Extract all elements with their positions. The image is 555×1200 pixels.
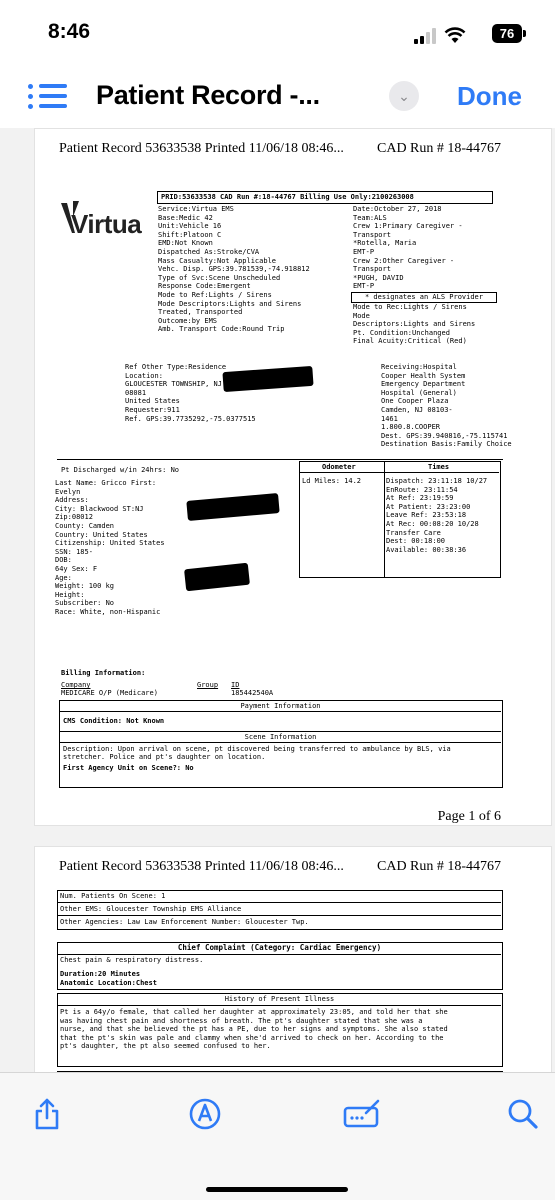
scene-agencies-box (57, 890, 503, 930)
cms-condition: CMS Condition: Not Known (63, 717, 165, 725)
pdf-page-2 (34, 846, 552, 1086)
share-icon[interactable] (30, 1097, 64, 1131)
hpi-text: Pt is a 64y/o female, that called her daughter at approximately 23:05, and told her that she was having chest pain and shortness of breath. The pt's daughter stated that she was a nurse, and that she believed the pt has a PE, due to her signs and symptoms. She also stated that the pt's skin was pale and clammy when she'd arrived to check on her. According to the pt's daughter, the pt also seemed confused to her. (60, 1008, 448, 1051)
done-button[interactable]: Done (457, 81, 522, 111)
scene-description-1: Description: Upon arrival on scene, pt discovered being transferred to ambulance by BLS, via (63, 745, 451, 753)
pdf-page-1 (34, 128, 552, 826)
search-icon[interactable] (506, 1097, 540, 1131)
times-label: Times (428, 463, 450, 471)
bottom-toolbar (0, 1072, 555, 1200)
home-indicator (206, 1187, 348, 1192)
payment-scene-box (59, 700, 503, 788)
duration: Duration:20 Minutes (60, 970, 141, 978)
logo-text: Virtua (71, 209, 142, 239)
form-fill-icon[interactable] (342, 1097, 382, 1131)
cellular-signal-icon (414, 28, 436, 44)
times-list: Dispatch: 23:11:18 10/27 EnRoute: 23:11:54 At Ref: 23:19:59 At Patient: 23:23:00 Leave Ref: 23:53:18 At Rec: 00:08:20 10/28 Transfer Care Dest: 00:18:00 Available: 00:38:36 (386, 477, 488, 554)
hpi-title: History of Present Illness (224, 995, 335, 1003)
loaded-miles: Ld Miles: 14.2 (302, 477, 362, 485)
document-viewer[interactable] (0, 128, 555, 1072)
als-provider-note: * designates an ALS Provider (351, 292, 497, 303)
scene-description-2: stretcher. Police and pt's daughter on location. (63, 753, 266, 761)
times-box (299, 461, 501, 578)
document-title[interactable]: Patient Record -... (96, 80, 320, 110)
status-bar (0, 0, 555, 62)
first-agency-unit: First Agency Unit on Scene?: No (63, 764, 194, 772)
list-icon[interactable] (28, 82, 68, 110)
odometer-label: Odometer (322, 463, 356, 471)
status-time: 8:46 (48, 20, 91, 43)
discharge-status: Pt Discharged w/in 24hrs: No (61, 466, 180, 474)
page-footer: Page 1 of 6 (437, 809, 501, 824)
transport-mode-details: Mode to Rec:Lights / Sirens Mode Descriptors:Lights and Sirens Pt. Condition:Unchanged Final Acuity:Critical (Red) (353, 303, 476, 346)
billing-col-company: Company (61, 681, 91, 689)
page-header-right: CAD Run # 18-44767 (377, 141, 502, 156)
battery-icon: 76 (492, 24, 522, 43)
page-header-right: CAD Run # 18-44767 (377, 859, 502, 874)
chief-complaint-box (57, 942, 503, 990)
prid-box: PRID:53633538 CAD Run #:18-44767 Billing Use Only:2100263008 (157, 191, 493, 204)
patient-demographics: Last Name: Gricco First: Evelyn Address: City: Blackwood ST:NJ Zip:08012 County: Camden Country: United States Citizenship: United States SSN: 185- DOB: 64y Sex: F Age: Weight: 100 kg Height: Subscriber: No Race: White, non-Hispanic (55, 479, 165, 616)
chief-complaint-text: Chest pain & respiratory distress. (60, 956, 204, 964)
history-present-illness-box (57, 993, 503, 1067)
navigation-bar (0, 62, 555, 128)
num-patients: Num. Patients On Scene: 1 (60, 892, 166, 900)
billing-label: Billing Information: (61, 669, 146, 677)
receiving-facility: Receiving:Hospital Cooper Health System Emergency Department Hospital (General) One Cooper Plaza Camden, NJ 08103- 1461 1.800.8.COOPER Dest. GPS:39.940816,-75.115741 Destination Basis:Family Choice (381, 363, 512, 449)
billing-col-id: ID (231, 681, 240, 689)
chief-complaint-title: Chief Complaint (Category: Cardiac Emergency) (177, 943, 382, 952)
virtua-logo (59, 199, 161, 239)
markup-icon[interactable] (188, 1097, 222, 1131)
section-divider (57, 459, 503, 460)
page-header-left: Patient Record 53633538 Printed 11/06/18 08:46... (59, 141, 344, 156)
payment-info-title: Payment Information (240, 702, 321, 710)
redacted-dob (184, 563, 250, 592)
crew-details: Date:October 27, 2018 Team:ALS Crew 1:Primary Caregiver - Transport *Rotella, Maria EMT-P Crew 2:Other Caregiver - Transport *PUGH, DAVID EMT-P (353, 205, 463, 291)
service-details: Service:Virtua EMS Base:Medic 42 Unit:Vehicle 16 Shift:Platoon C EMD:Not Known Dispatched As:Stroke/CVA Mass Casualty:Not Applicable Vehc. Disp. GPS:39.781539,-74.918812 Type of Svc:Scene Unscheduled Response Code:Emergent Mode to Ref:Lights / Sirens Mode Descriptors:Lights and Sirens Treated, Transported Outcome:by EMS Amb. Transport Code:Round Trip (158, 205, 310, 334)
billing-id: 185442540A (231, 689, 274, 697)
scene-info-title: Scene Information (244, 733, 317, 741)
anatomic-location: Anatomic Location:Chest (60, 979, 157, 987)
billing-company: MEDICARE O/P (Medicare) (61, 689, 158, 697)
wifi-icon (444, 26, 466, 44)
chevron-down-icon[interactable]: ⌄ (389, 81, 419, 111)
other-ems: Other EMS: Gloucester Township EMS Alliance (60, 905, 242, 913)
billing-col-group: Group (197, 681, 219, 689)
other-agencies: Other Agencies: Law Law Enforcement Number: Gloucester Twp. (60, 918, 309, 926)
page-header-left: Patient Record 53633538 Printed 11/06/18 08:46... (59, 859, 344, 874)
redacted-street-address (186, 493, 279, 521)
reference-location: Ref Other Type:Residence Location: GLOUCESTER TOWNSHIP, NJ 08081 United States Requester:911 Ref. GPS:39.7735292,-75.0377515 (125, 363, 256, 423)
